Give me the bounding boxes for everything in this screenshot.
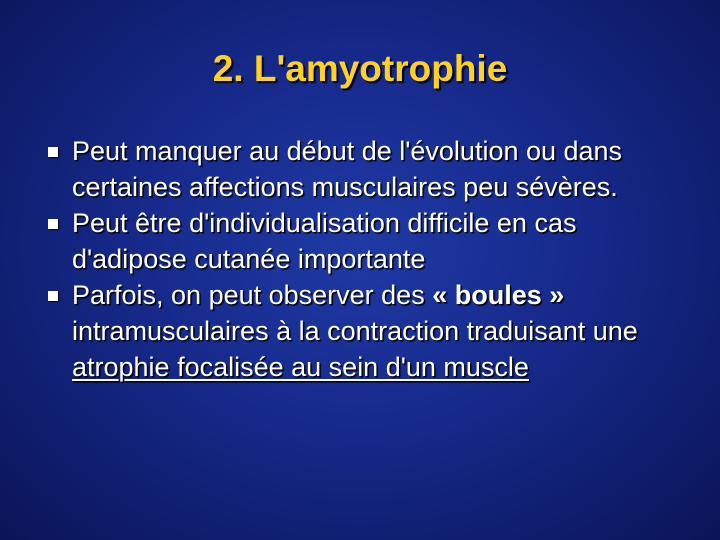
bullet-text-lead: Parfois, on peut observer des (72, 280, 433, 310)
bullet-item (44, 277, 694, 385)
slide-title: 2. L'amyotrophie (212, 48, 508, 89)
square-bullet-icon (48, 291, 58, 301)
bullet-text: Peut être d'individualisation difficile en cas d'adipose cutanée importante (72, 208, 577, 274)
bullet-text-bold: « boules » (432, 280, 565, 310)
bullet-item (44, 205, 694, 277)
bullet-text: Peut manquer au début de l'évolution ou dans certaines affections musculaires peu sévères. (72, 136, 623, 202)
bullet-item (44, 133, 694, 205)
bullet-text-middle: intramusculaires à la contraction traduisant une (72, 316, 638, 346)
bullet-list (44, 133, 694, 385)
square-bullet-icon (48, 147, 58, 157)
bullet-text-underlined: atrophie focalisée au sein d'un muscle (72, 352, 529, 382)
square-bullet-icon (48, 219, 58, 229)
